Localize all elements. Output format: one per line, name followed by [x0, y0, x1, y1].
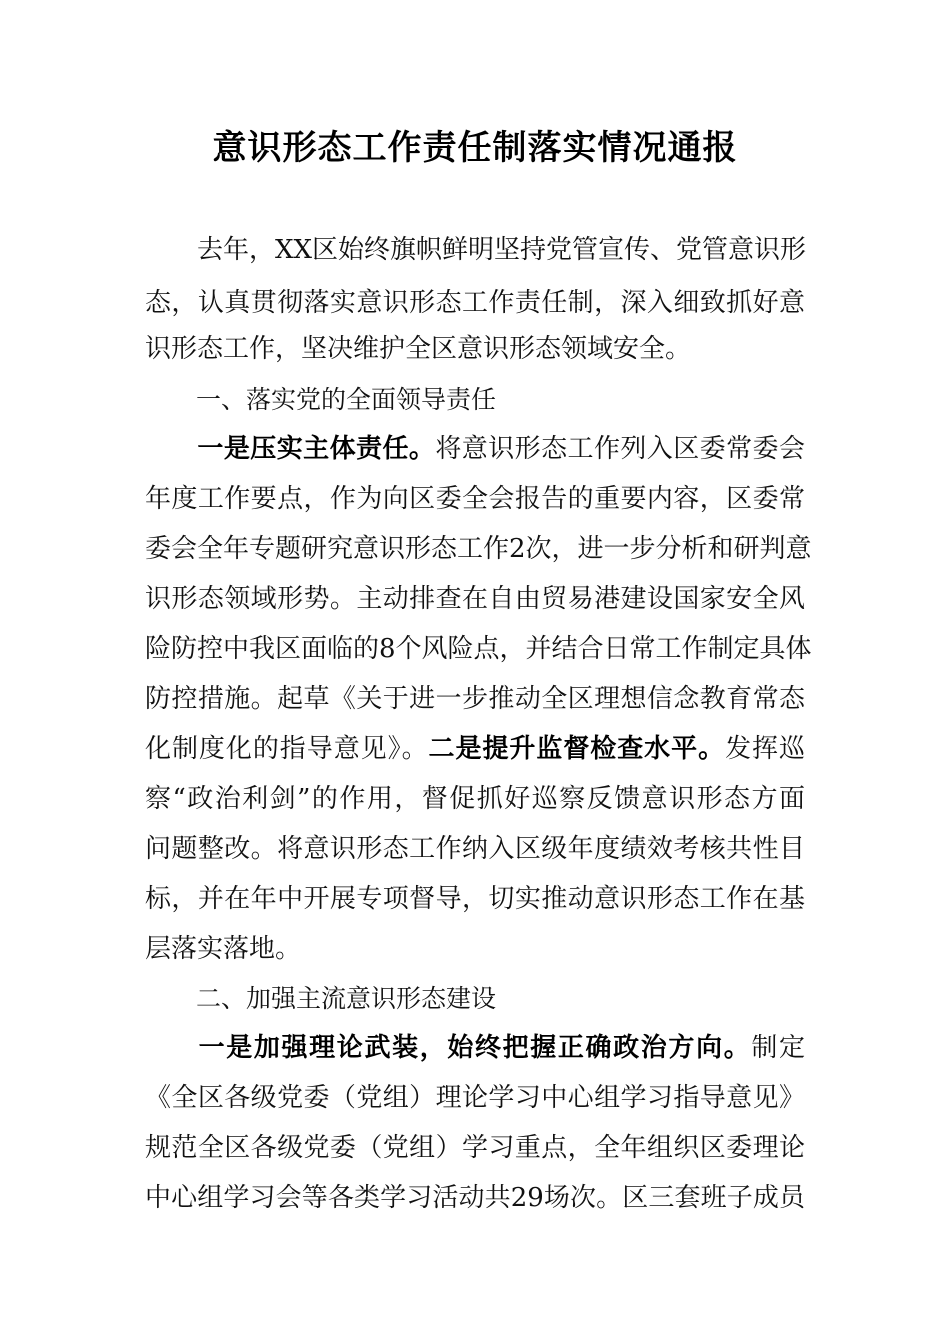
section-1-lead-2: 二是提升监督检查水平。 [428, 734, 726, 764]
section-1-lead-1: 一是压实主体责任。 [197, 434, 436, 464]
section-1-line-9: 问题整改。将意识形态工作纳入区级年度绩效考核共性目 [145, 834, 805, 864]
section-1-line-11: 层落实落地。 [145, 934, 302, 964]
section-2-line-4: 中心组学习会等各类学习活动共29场次。区三套班子成员 [145, 1183, 805, 1213]
section-1-line-8: 察“政治利剑”的作用，督促抓好巡察反馈意识形态方面 [145, 784, 805, 814]
section-1-line-10: 标，并在年中开展专项督导，切实推动意识形态工作在基 [145, 884, 805, 914]
section-1-line-6: 防控措施。起草《关于进一步推动全区理想信念教育常态 [145, 684, 805, 714]
section-1-line-1: 一是压实主体责任。将意识形态工作列入区委常委会 [197, 434, 805, 464]
section-1-heading: 一、落实党的全面领导责任 [196, 385, 497, 414]
section-2-line-2: 《全区各级党委（党组）理论学习中心组学习指导意见》 [145, 1083, 805, 1113]
intro-line-3: 识形态工作，坚决维护全区意识形态领域安全。 [145, 334, 692, 364]
section-1-line-3: 委会全年专题研究意识形态工作2次，进一步分析和研判意 [145, 534, 812, 564]
section-1-line-2: 年度工作要点，作为向区委全会报告的重要内容，区委常 [145, 484, 805, 514]
intro-line-2: 态，认真贯彻落实意识形态工作责任制，深入细致抓好意 [145, 288, 805, 318]
section-2-heading: 二、加强主流意识形态建设 [196, 984, 497, 1013]
section-1-line-5: 险防控中我区面临的8个风险点，并结合日常工作制定具体 [145, 634, 812, 664]
section-2-line-3: 规范全区各级党委（党组）学习重点，全年组织区委理论 [145, 1133, 805, 1163]
intro-line-1: 去年，XX区始终旗帜鲜明坚持党管宣传、党管意识形 [197, 235, 807, 265]
section-1-line-4: 识形态领域形势。主动排查在自由贸易港建设国家安全风 [145, 584, 805, 614]
section-2-lead-1: 一是加强理论武装，始终把握正确政治方向。 [197, 1033, 752, 1063]
document-title: 意识形态工作责任制落实情况通报 [212, 128, 738, 168]
section-2-line-1: 一是加强理论武装，始终把握正确政治方向。制定 [197, 1033, 805, 1063]
section-1-line-7: 化制度化的指导意见》。二是提升监督检查水平。发挥巡 [145, 734, 805, 764]
